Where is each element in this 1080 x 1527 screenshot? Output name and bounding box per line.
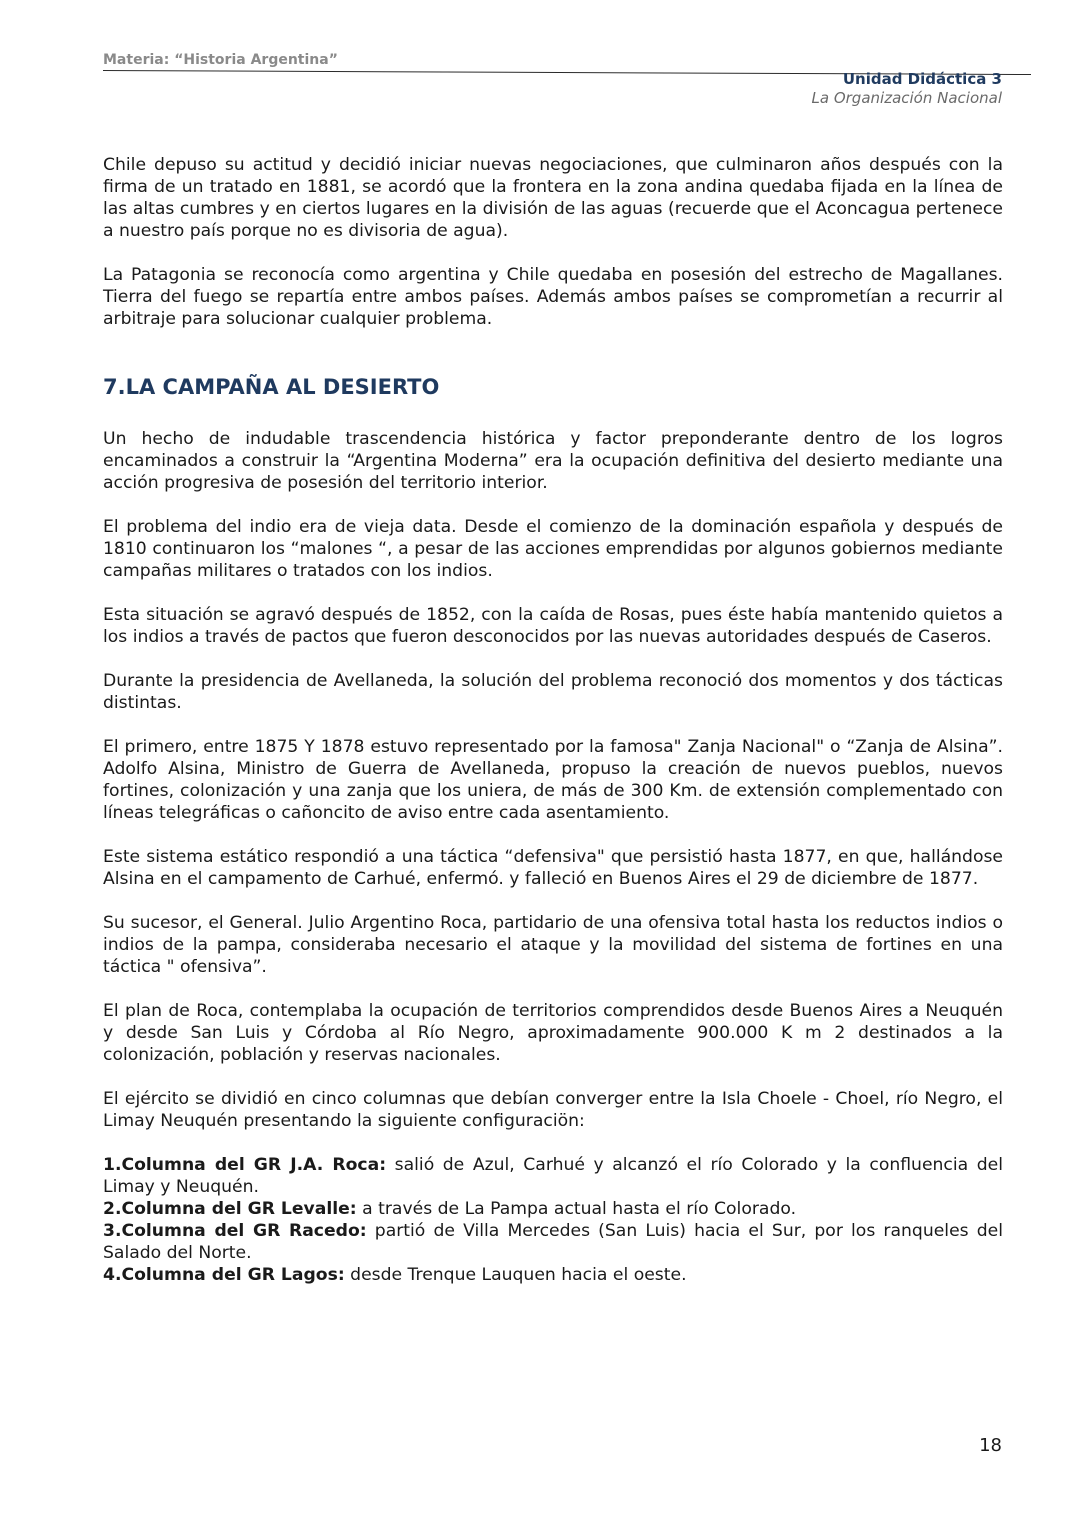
column-label: 3.Columna del GR Racedo: [103,1221,367,1241]
column-text: partió de Villa Mercedes (San Luis) hacia el Sur, por los ranqueles del Salado del Norte. [103,1221,1003,1263]
column-text: salió de Azul, Carhué y alcanzó el río Colorado y la confluencia del Limay y Neuquén. [103,1155,1003,1197]
document-body [103,154,1003,1286]
header-unit-subtitle: La Organización Nacional [811,89,1002,107]
paragraph: Esta situación se agravó después de 1852, con la caída de Rosas, pues éste había mantenido quietos a los indios a través de pactos que fueron desconocidos por las nuevas autoridades después de Caseros. [103,605,1003,647]
paragraph: Chile depuso su actitud y decidió iniciar nuevas negociaciones, que culminaron años después con la firma de un tratado en 1881, se acordó que la frontera en la zona andina quedaba fijada en la línea de las altas cumbres y en ciertos lugares en la división de las aguas (recuerde que el Aconcagua pertenece a nuestro país porque no es divisoria de agua). [103,155,1003,241]
paragraph: Este sistema estático respondió a una táctica “defensiva" que persistió hasta 1877, en que, hallándose Alsina en el campamento de Carhué, enfermó. y falleció en Buenos Aires el 29 de diciembre de 1877. [103,847,1003,889]
header-unit: Unidad Didáctica 3 [842,70,1002,88]
paragraph: Durante la presidencia de Avellaneda, la solución del problema reconoció dos momentos y dos tácticas distintas. [103,671,1003,713]
section-title: 7.LA CAMPAÑA AL DESIERTO [103,375,440,399]
column-label: 1.Columna del GR J.A. Roca: [103,1155,387,1175]
column-list-item [103,1264,1003,1286]
paragraph: Su sucesor, el General. Julio Argentino Roca, partidario de una ofensiva total hasta los reductos indios o indios de la pampa, consideraba necesario el ataque y la movilidad del sistema de fortines en una táctica " ofensiva”. [103,913,1003,977]
column-list-item [103,1198,1003,1220]
paragraph: El ejército se dividió en cinco columnas que debían converger entre la Isla Choele - Choel, río Negro, el Limay Neuquén presentando la siguiente configuraciön: [103,1089,1003,1131]
paragraph: Un hecho de indudable trascendencia histórica y factor preponderante dentro de los logros encaminados a construir la “Argentina Moderna” era la ocupación definitiva del desierto mediante una acción progresiva de posesión del territorio interior. [103,429,1003,493]
page-number: 18 [979,1435,1002,1456]
paragraph: El problema del indio era de vieja data. Desde el comienzo de la dominación española y después de 1810 continuaron los “malones “, a pesar de las acciones emprendidas por algunos gobiernos mediante campañas militares o tratados con los indios. [103,517,1003,581]
column-label: 2.Columna del GR Levalle: [103,1199,357,1219]
column-list-item [103,1220,1003,1264]
column-list-item [103,1154,1003,1198]
column-text: desde Trenque Lauquen hacia el oeste. [344,1265,687,1285]
paragraph: El plan de Roca, contemplaba la ocupación de territorios comprendidos desde Buenos Aires a Neuquén y desde San Luis y Córdoba al Río Negro, aproximadamente 900.000 K m 2 destinados a la colonización, población y reservas nacionales. [103,1001,1003,1065]
paragraph: La Patagonia se reconocía como argentina y Chile quedaba en posesión del estrecho de Magallanes. Tierra del fuego se repartía entre ambos países. Además ambos países se comprometían a recurrir al arbitraje para solucionar cualquier problema. [103,265,1003,329]
header-subject: Materia: “Historia Argentina” [103,52,338,68]
column-label: 4.Columna del GR Lagos: [103,1265,345,1285]
paragraph: El primero, entre 1875 Y 1878 estuvo representado por la famosa" Zanja Nacional" o “Zanja de Alsina”. Adolfo Alsina, Ministro de Guerra de Avellaneda, propuso la creación de nuevos pueblos, nuevos fortines, colonización y una zanja que los uniera, de más de 300 Km. de extensión complementado con líneas telegráficas o cañoncito de aviso entre cada asentamiento. [103,737,1003,823]
column-text: a través de La Pampa actual hasta el río Colorado. [356,1199,797,1219]
